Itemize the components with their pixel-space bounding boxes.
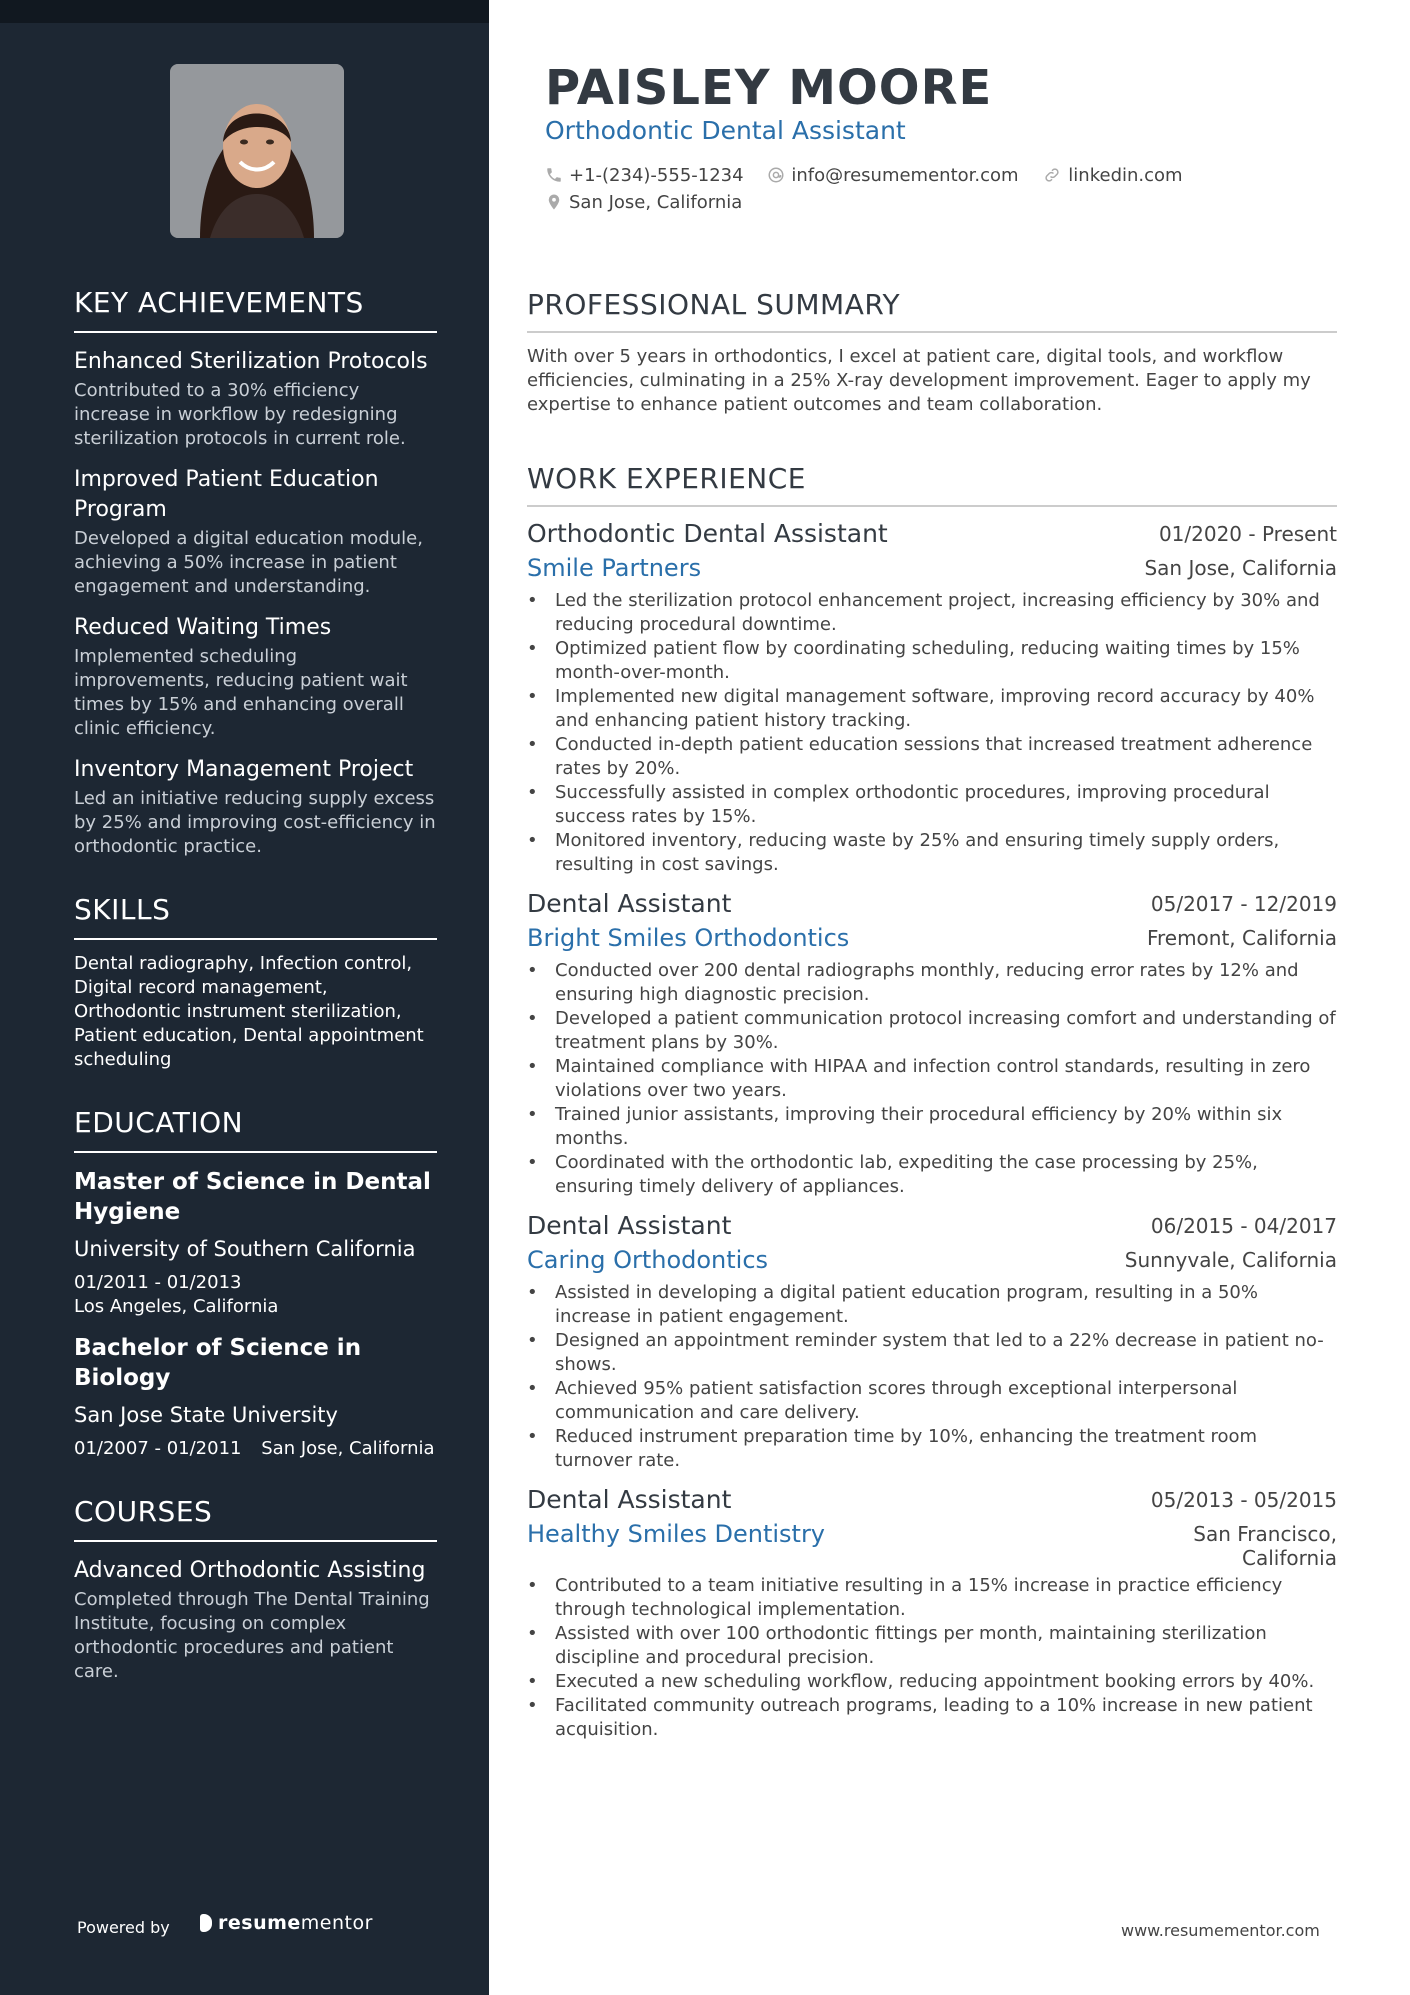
education-heading: EDUCATION (74, 1106, 437, 1153)
job-role: Dental Assistant (527, 1211, 732, 1240)
achievement-desc: Implemented scheduling improvements, reducing patient wait times by 15% and enhancing overall clinic efficiency. (74, 646, 408, 739)
summary-text: With over 5 years in orthodontics, I excel at patient care, digital tools, and workflow efficiencies, culminating in a 25% X-ray development improvement. Eager to apply my expertise to enhance patient outcomes and team collaboration. (527, 346, 1311, 415)
job-entry (527, 1483, 1337, 1742)
location-text: San Jose, California (569, 192, 743, 213)
job-dates: 06/2015 - 04/2017 (1150, 1214, 1337, 1238)
achievement-desc: Developed a digital education module, achieving a 50% increase in patient engagement and understanding. (74, 528, 423, 597)
achievement-title: Reduced Waiting Times (74, 615, 332, 640)
list-item: • Executed a new scheduling workflow, reducing appointment booking errors by 40%. (527, 1670, 1337, 1694)
achievement-desc: Contributed to a 30% efficiency increase in workflow by redesigning sterilization protocols in current role. (74, 380, 406, 449)
job-role: Dental Assistant (527, 1485, 732, 1514)
job-location: San Jose, California (1144, 556, 1337, 580)
skills-list: Dental radiography, Infection control, Digital record management, Orthodontic instrument sterilization, Patient education, Dental appointment scheduling (74, 953, 424, 1070)
contact-phone[interactable] (545, 162, 744, 189)
job-entry (527, 887, 1337, 1199)
list-item: • Conducted in-depth patient education sessions that increased treatment adherence rates by 20%. (527, 733, 1337, 781)
contact-info (545, 162, 1335, 216)
list-item: • Achieved 95% patient satisfaction scores through exceptional interpersonal communication and care delivery. (527, 1377, 1337, 1425)
skills-section (74, 893, 437, 1072)
sidebar-content (74, 286, 437, 1718)
phone-icon (545, 166, 563, 184)
achievement-title: Improved Patient Education Program (74, 467, 379, 522)
job-company: Bright Smiles Orthodontics (527, 924, 850, 952)
achievement-title: Inventory Management Project (74, 757, 414, 782)
job-location: Fremont, California (1146, 926, 1337, 950)
education-degree: Bachelor of Science in Biology (74, 1335, 362, 1391)
powered-by-label: Powered by (77, 1918, 170, 1937)
at-icon (767, 166, 785, 184)
education-item (74, 1333, 437, 1461)
list-item: • Reduced instrument preparation time by 10%, enhancing the treatment room turnover rate. (527, 1425, 1337, 1473)
list-item: • Assisted in developing a digital patient education program, resulting in a 50% increase in patient engagement. (527, 1281, 1337, 1329)
education-degree: Master of Science in Dental Hygiene (74, 1169, 431, 1225)
summary-heading: PROFESSIONAL SUMMARY (527, 288, 1337, 333)
brand-name-bold: resume (218, 1912, 301, 1934)
job-entry (527, 1209, 1337, 1473)
education-school: San Jose State University (74, 1403, 338, 1427)
courses-heading: COURSES (74, 1495, 437, 1542)
education-meta-row (74, 1437, 437, 1461)
achievement-item (74, 347, 437, 451)
list-item: • Conducted over 200 dental radiographs monthly, reducing error rates by 12% and ensuring high diagnostic precision. (527, 959, 1337, 1007)
list-item: • Contributed to a team initiative resulting in a 15% increase in practice efficiency through technological implementation. (527, 1574, 1337, 1622)
education-location: Los Angeles, California (74, 1296, 279, 1317)
brand-name-light: mentor (300, 1912, 373, 1934)
achievements-heading: KEY ACHIEVEMENTS (74, 286, 437, 333)
courses-section (74, 1495, 437, 1684)
skills-heading: SKILLS (74, 893, 437, 940)
job-bullets (527, 1574, 1337, 1742)
list-item: • Monitored inventory, reducing waste by 25% and ensuring timely supply orders, resulting in cost savings. (527, 829, 1337, 877)
job-company: Healthy Smiles Dentistry (527, 1520, 826, 1548)
list-item: • Successfully assisted in complex orthodontic procedures, improving procedural success rates by 15%. (527, 781, 1337, 829)
job-company: Caring Orthodontics (527, 1246, 769, 1274)
location-pin-icon (545, 193, 563, 211)
job-dates: 05/2017 - 12/2019 (1150, 892, 1337, 916)
course-desc: Completed through The Dental Training Institute, focusing on complex orthodontic procedures and patient care. (74, 1589, 430, 1682)
list-item: • Trained junior assistants, improving their procedural efficiency by 20% within six months. (527, 1103, 1337, 1151)
contact-linkedin[interactable] (1042, 162, 1182, 189)
achievement-item (74, 465, 437, 599)
brand-mark-icon (200, 1914, 212, 1932)
list-item: • Developed a patient communication protocol increasing comfort and understanding of treatment plans by 30%. (527, 1007, 1337, 1055)
achievement-item (74, 613, 437, 741)
education-item (74, 1167, 437, 1319)
candidate-title: Orthodontic Dental Assistant (545, 116, 906, 145)
list-item: • Coordinated with the orthodontic lab, expediting the case processing by 25%, ensuring timely delivery of appliances. (527, 1151, 1337, 1199)
job-location: Sunnyvale, California (1124, 1248, 1337, 1272)
profile-photo (170, 64, 344, 238)
summary-section (527, 288, 1337, 417)
candidate-name: PAISLEY MOORE (545, 60, 993, 116)
job-role: Orthodontic Dental Assistant (527, 519, 888, 548)
list-item: • Assisted with over 100 orthodontic fittings per month, maintaining sterilization discipline and procedural precision. (527, 1622, 1337, 1670)
job-dates: 05/2013 - 05/2015 (1150, 1488, 1337, 1512)
list-item: • Maintained compliance with HIPAA and infection control standards, resulting in zero violations over two years. (527, 1055, 1337, 1103)
brand-logo[interactable] (200, 1912, 373, 1934)
list-item: • Designed an appointment reminder system that led to a 22% decrease in patient no-shows. (527, 1329, 1337, 1377)
list-item: • Facilitated community outreach programs, leading to a 10% increase in new patient acquisition. (527, 1694, 1337, 1742)
job-entry (527, 517, 1337, 877)
achievement-title: Enhanced Sterilization Protocols (74, 349, 428, 374)
sidebar-top-band (0, 0, 489, 23)
list-item: • Optimized patient flow by coordinating scheduling, reducing waiting times by 15% month-over-month. (527, 637, 1337, 685)
education-dates: 01/2007 - 01/2011 (74, 1438, 242, 1459)
job-bullets (527, 589, 1337, 877)
job-role: Dental Assistant (527, 889, 732, 918)
footer-url-link[interactable]: www.resumementor.com (1121, 1921, 1320, 1940)
education-location: San Jose, California (261, 1438, 435, 1459)
experience-heading: WORK EXPERIENCE (527, 462, 1337, 507)
email-text: info@resumementor.com (791, 165, 1019, 186)
sidebar (0, 0, 489, 1995)
job-bullets (527, 959, 1337, 1199)
experience-section (527, 462, 1337, 1742)
education-dates: 01/2011 - 01/2013 (74, 1272, 242, 1293)
achievement-desc: Led an initiative reducing supply excess by 25% and improving cost-efficiency in orthodontic practice. (74, 788, 436, 857)
job-location: San Francisco, California (1193, 1522, 1337, 1570)
link-icon (1042, 166, 1062, 184)
achievement-item (74, 755, 437, 859)
contact-email[interactable] (767, 162, 1018, 189)
job-company: Smile Partners (527, 554, 702, 582)
achievements-section (74, 286, 437, 859)
list-item: • Implemented new digital management software, improving record accuracy by 40% and enhancing patient history tracking. (527, 685, 1337, 733)
job-bullets (527, 1281, 1337, 1473)
linkedin-text: linkedin.com (1068, 165, 1183, 186)
contact-location (545, 189, 742, 216)
course-title: Advanced Orthodontic Assisting (74, 1558, 426, 1583)
list-item: • Led the sterilization protocol enhancement project, increasing efficiency by 30% and reducing procedural downtime. (527, 589, 1337, 637)
education-school: University of Southern California (74, 1237, 416, 1261)
course-item (74, 1556, 437, 1684)
phone-text: +1-(234)-555-1234 (569, 165, 744, 186)
education-section (74, 1106, 437, 1461)
job-dates: 01/2020 - Present (1158, 522, 1337, 546)
